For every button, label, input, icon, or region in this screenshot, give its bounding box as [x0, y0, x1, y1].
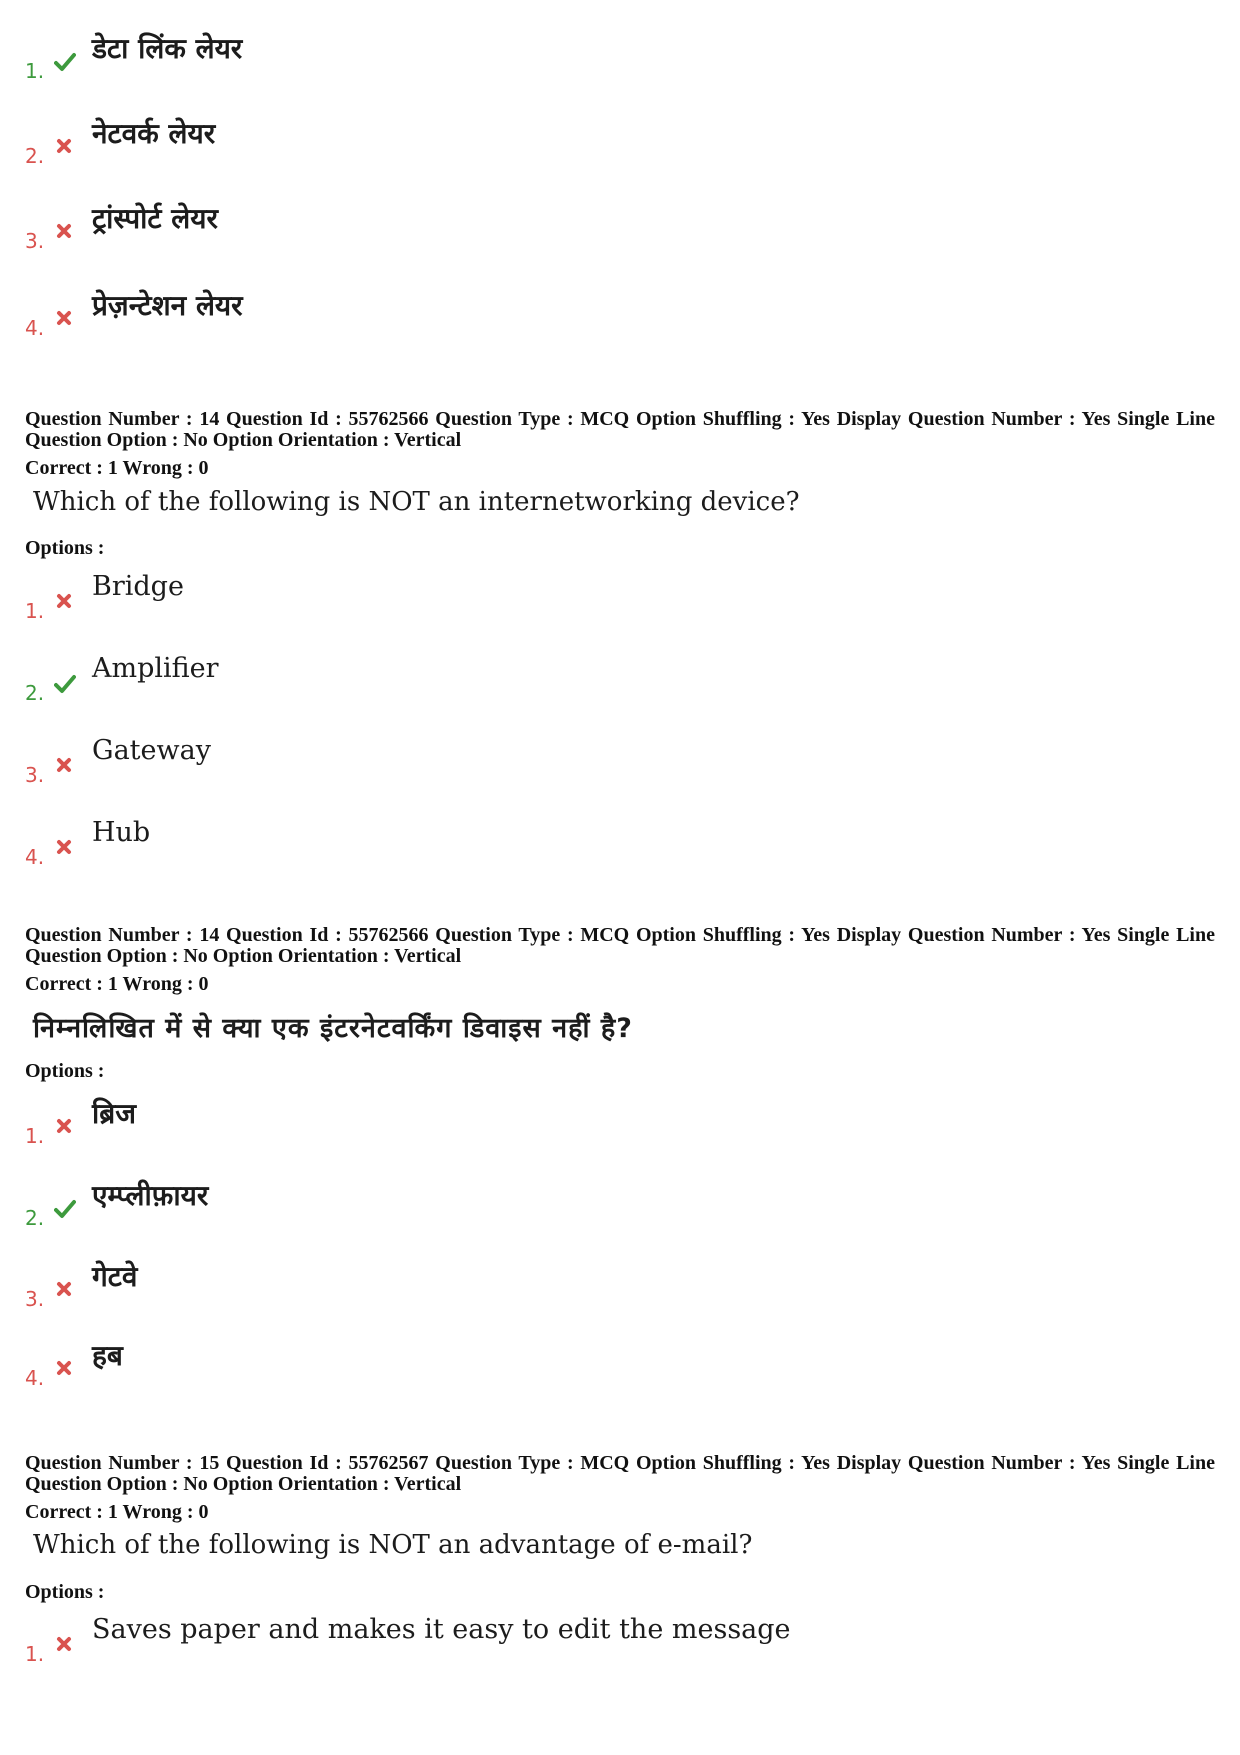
question-text: Which of the following is NOT an internetworking device?: [33, 487, 800, 517]
option-item: [25, 1339, 1125, 1412]
option-number: 2.: [25, 681, 45, 705]
option-text: Bridge: [92, 571, 184, 602]
options-label: Options :: [25, 1581, 105, 1603]
cross-icon: [56, 757, 72, 773]
options-label: Options :: [25, 1060, 105, 1082]
option-text: ट्रांस्पोर्ट लेयर: [92, 202, 218, 235]
cross-icon: [56, 138, 72, 154]
check-icon: [54, 673, 76, 695]
option-text: Hub: [92, 817, 151, 848]
option-item: [25, 1179, 1125, 1252]
question-meta: Question Number : 14 Question Id : 55762566 Question Type : MCQ Option Shuffling : Yes Display Question Number : Yes Single Line Question Option : No Option Orientation : Vertical: [25, 924, 1215, 967]
cross-icon: [56, 1118, 72, 1134]
option-text: ब्रिज: [92, 1097, 137, 1130]
marks-info: Correct : 1 Wrong : 0: [25, 457, 209, 479]
question-text: निम्नलिखित में से क्या एक इंटरनेटवर्किंग डिवाइस नहीं है?: [33, 1013, 633, 1044]
option-number: 4.: [25, 1366, 45, 1390]
cross-icon: [56, 1636, 72, 1652]
option-number: 1.: [25, 599, 45, 623]
option-item: [25, 571, 1125, 645]
option-number: 2.: [25, 144, 45, 168]
option-item: [25, 1614, 1125, 1688]
option-number: 4.: [25, 845, 45, 869]
marks-info: Correct : 1 Wrong : 0: [25, 1501, 209, 1523]
option-item: [25, 817, 1125, 891]
question-text: Which of the following is NOT an advantage of e-mail?: [33, 1530, 753, 1560]
cross-icon: [56, 1281, 72, 1297]
cross-icon: [56, 1360, 72, 1376]
options-label: Options :: [25, 537, 105, 559]
option-number: 2.: [25, 1206, 45, 1230]
option-text: डेटा लिंक लेयर: [92, 32, 243, 65]
option-number: 1.: [25, 1124, 45, 1148]
option-item: [25, 735, 1125, 809]
cross-icon: [56, 310, 72, 326]
option-text: Gateway: [92, 735, 211, 766]
option-item: [25, 32, 1125, 105]
option-text: गेटवे: [92, 1260, 138, 1293]
question-meta: Question Number : 14 Question Id : 55762566 Question Type : MCQ Option Shuffling : Yes Display Question Number : Yes Single Line Question Option : No Option Orientation : Vertical: [25, 408, 1215, 451]
cross-icon: [56, 223, 72, 239]
option-number: 1.: [25, 1642, 45, 1666]
option-item: [25, 202, 1125, 275]
option-number: 4.: [25, 316, 45, 340]
marks-info: Correct : 1 Wrong : 0: [25, 973, 209, 995]
option-number: 3.: [25, 229, 45, 253]
option-item: [25, 653, 1125, 727]
check-icon: [54, 1198, 76, 1220]
option-item: [25, 1260, 1125, 1333]
cross-icon: [56, 593, 72, 609]
cross-icon: [56, 839, 72, 855]
option-number: 3.: [25, 763, 45, 787]
question-meta: Question Number : 15 Question Id : 55762567 Question Type : MCQ Option Shuffling : Yes Display Question Number : Yes Single Line Question Option : No Option Orientation : Vertical: [25, 1452, 1215, 1495]
option-text: नेटवर्क लेयर: [92, 117, 216, 150]
option-text: हब: [92, 1339, 123, 1372]
option-text: प्रेज़न्टेशन लेयर: [92, 289, 243, 322]
check-icon: [54, 51, 76, 73]
option-number: 1.: [25, 59, 45, 83]
option-item: [25, 289, 1125, 362]
option-text: Amplifier: [92, 653, 219, 684]
option-item: [25, 117, 1125, 190]
option-text: एम्प्लीफ़ायर: [92, 1179, 209, 1212]
option-number: 3.: [25, 1287, 45, 1311]
option-text: Saves paper and makes it easy to edit the message: [92, 1614, 791, 1645]
option-item: [25, 1097, 1125, 1170]
